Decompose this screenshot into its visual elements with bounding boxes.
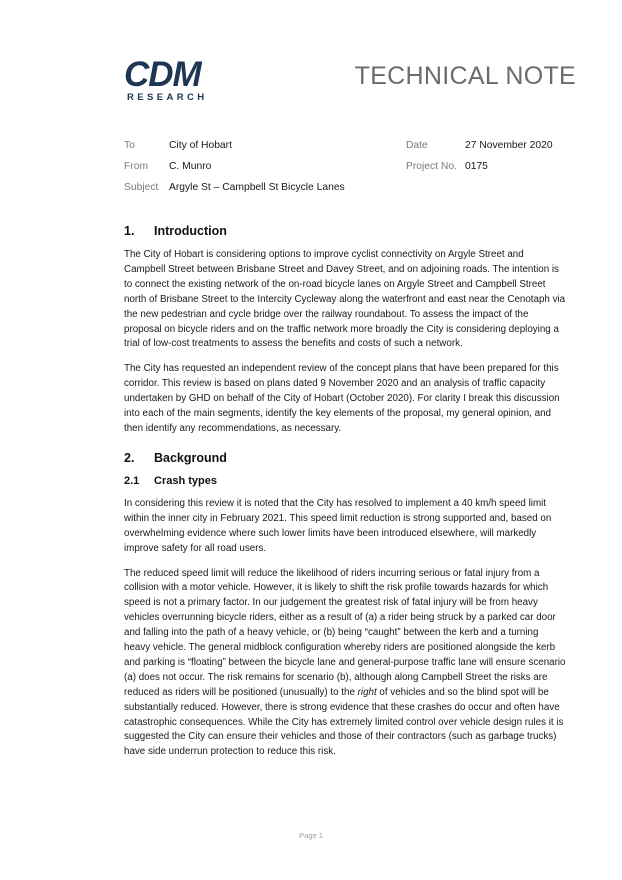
- subsection-number: 2.1: [124, 474, 140, 487]
- intro-paragraph-2: The City has requested an independent review of the concept plans that have been prepared for this corridor. This review is based on plans dated 9 November 2020 and an analysis of traffic capacity undertaken by GHD on behalf of the City of Hobart (October 2020). For clarity I break this discussion into each of the main segments, identify the key elements of the proposal, my general opinion, and then identify any recommendations, as necessary.: [124, 363, 560, 434]
- subject-value: Argyle St – Campbell St Bicycle Lanes: [169, 182, 345, 193]
- document-type-title: TECHNICAL NOTE: [354, 62, 576, 90]
- to-value: City of Hobart: [169, 140, 232, 151]
- emphasis-text: right: [357, 686, 377, 698]
- section-heading-introduction: [124, 224, 566, 238]
- section-title: Background: [154, 450, 227, 465]
- to-label: To: [124, 140, 135, 151]
- page-number: Page 1: [299, 831, 323, 840]
- subsection-title: Crash types: [154, 474, 217, 487]
- meta-row-subject: [124, 182, 584, 203]
- paragraph-text: The reduced speed limit will reduce the likelihood of riders incurring serious or fatal injury from a collision with a motor vehicle. However, it is likely to shift the risk profile towards hazards for which speed is not a primary factor. In our judgement the greatest risk of fatal injury will be from heavy vehicles overrunning bicycle riders, either as a result of (a) a rider being struck by a parked car door and falling into the path of a heavy vehicle, or (b) being “caught” between the kerb and a turning heavy vehicle. The general midblock configuration whereby riders are positioned alongside the kerb and parking is “floating” between the bicycle lane and general-purpose traffic lane will ensure scenario (a) does not occur. The risk remains for scenario (b), although along Campbell Street the risks are reduced as riders will be positioned (unusually) to the: [124, 567, 566, 698]
- paragraph-text: of vehicles and so the blind spot will be substantially reduced. However, there is strong evidence that these crashes do occur and often have catastrophic consequences. While the City has extremely limited control over vehicle design rules it is suggested the City can ensure their vehicles and those of their contractors (such as garbage trucks) have side underrun protection to reduce this risk.: [124, 686, 564, 758]
- project-label: Project No.: [406, 161, 457, 172]
- document-body: [124, 224, 566, 770]
- logo-subtitle: RESEARCH: [127, 92, 208, 103]
- project-value: 0175: [465, 161, 488, 172]
- section-heading-background: [124, 451, 566, 465]
- from-label: From: [124, 161, 149, 172]
- from-value: C. Munro: [169, 161, 212, 172]
- section-number: 1.: [124, 224, 135, 238]
- section-title: Introduction: [154, 224, 227, 238]
- memo-header: [124, 140, 584, 203]
- subject-label: Subject: [124, 182, 159, 193]
- section-number: 2.: [124, 450, 135, 465]
- date-value: 27 November 2020: [465, 140, 553, 151]
- background-paragraph-1: In considering this review it is noted that the City has resolved to implement a 40 km/h speed limit within the inner city in February 2021. This speed limit reduction is strong supported and, based on overwhelming evidence where such lower limits have been introduced elsewhere, will markedly improve safety for all road users.: [124, 497, 552, 554]
- logo-mark: CDM: [124, 55, 201, 94]
- subsection-heading-crash-types: [124, 475, 566, 487]
- date-label: Date: [406, 140, 428, 151]
- meta-row-to: [124, 140, 584, 161]
- meta-row-from: [124, 161, 584, 182]
- intro-paragraph-1: The City of Hobart is considering options to improve cyclist connectivity on Argyle Street and Campbell Street between Brisbane Street and Davey Street, and on adjoining roads. The intention is to connect the existing network of the on-road bicycle lanes on Argyle Street and Campbell Street north of Brisbane Street to the Intercity Cycleway along the waterfront and east near the Cenotaph via the new pedestrian and cycle bridge over the railway roundabout. To assess the impact of the proposal on bicycle riders and on the traffic network more broadly the City is considering deploying a trial of low-cost treatments to assess the benefits and costs of such a network.: [124, 249, 566, 350]
- background-paragraph-2: [124, 567, 566, 761]
- cdm-research-logo: [124, 55, 230, 103]
